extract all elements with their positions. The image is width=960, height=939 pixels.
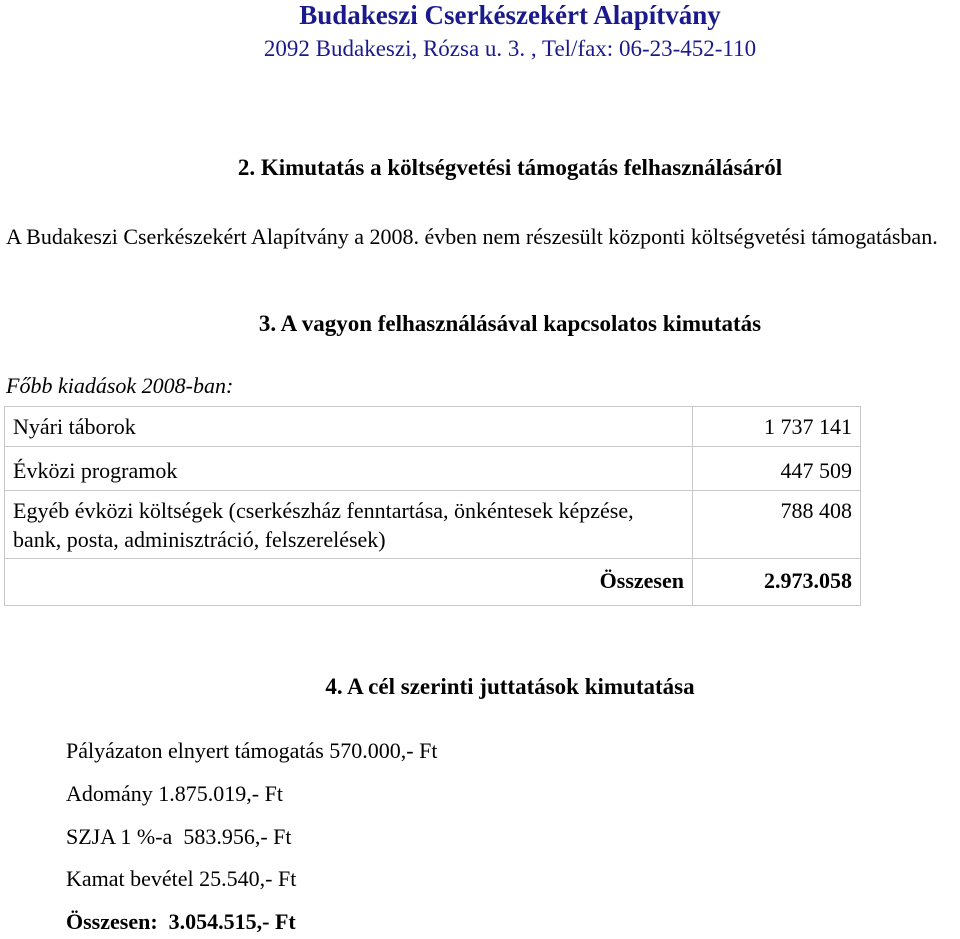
organization-name: Budakeszi Cserkészekért Alapítvány — [299, 0, 721, 30]
total-label: Összesen — [5, 559, 693, 606]
section-2-text: A Budakeszi Cserkészekért Alapítvány a 2008. évben nem részesült központi költségvetési támogatásban. — [6, 224, 938, 249]
table-row — [5, 407, 861, 447]
expense-label: Évközi programok — [5, 447, 693, 491]
expense-amount: 1 737 141 — [693, 407, 861, 447]
expenses-table — [4, 406, 861, 606]
section-4-title: 4. A cél szerinti juttatások kimutatása — [325, 674, 695, 699]
income-item: Kamat bevétel 25.540,- Ft — [66, 866, 297, 891]
income-total: Összesen: 3.054.515,- Ft — [66, 909, 296, 934]
income-item: Adomány 1.875.019,- Ft — [66, 781, 283, 806]
organization-address: 2092 Budakeszi, Rózsa u. 3. , Tel/fax: 06-23-452-110 — [263, 36, 757, 61]
table-row-total — [5, 559, 861, 606]
section-2-title: 2. Kimutatás a költségvetési támogatás felhasználásáról — [237, 155, 783, 180]
expense-amount: 447 509 — [693, 447, 861, 491]
expense-label: Egyéb évközi költségek (cserkészház fenntartása, önkéntesek képzése, bank, posta, adminisztráció, felszerelések) — [5, 491, 693, 559]
expenses-label: Főbb kiadások 2008-ban: — [6, 373, 234, 398]
total-amount: 2.973.058 — [693, 559, 861, 606]
expense-amount: 788 408 — [693, 491, 861, 559]
section-3-title: 3. A vagyon felhasználásával kapcsolatos kimutatás — [258, 311, 762, 336]
income-item: SZJA 1 %-a 583.956,- Ft — [66, 824, 292, 849]
expense-label: Nyári táborok — [5, 407, 693, 447]
table-row — [5, 491, 861, 559]
table-row — [5, 447, 861, 491]
income-item: Pályázaton elnyert támogatás 570.000,- Ft — [66, 738, 438, 763]
